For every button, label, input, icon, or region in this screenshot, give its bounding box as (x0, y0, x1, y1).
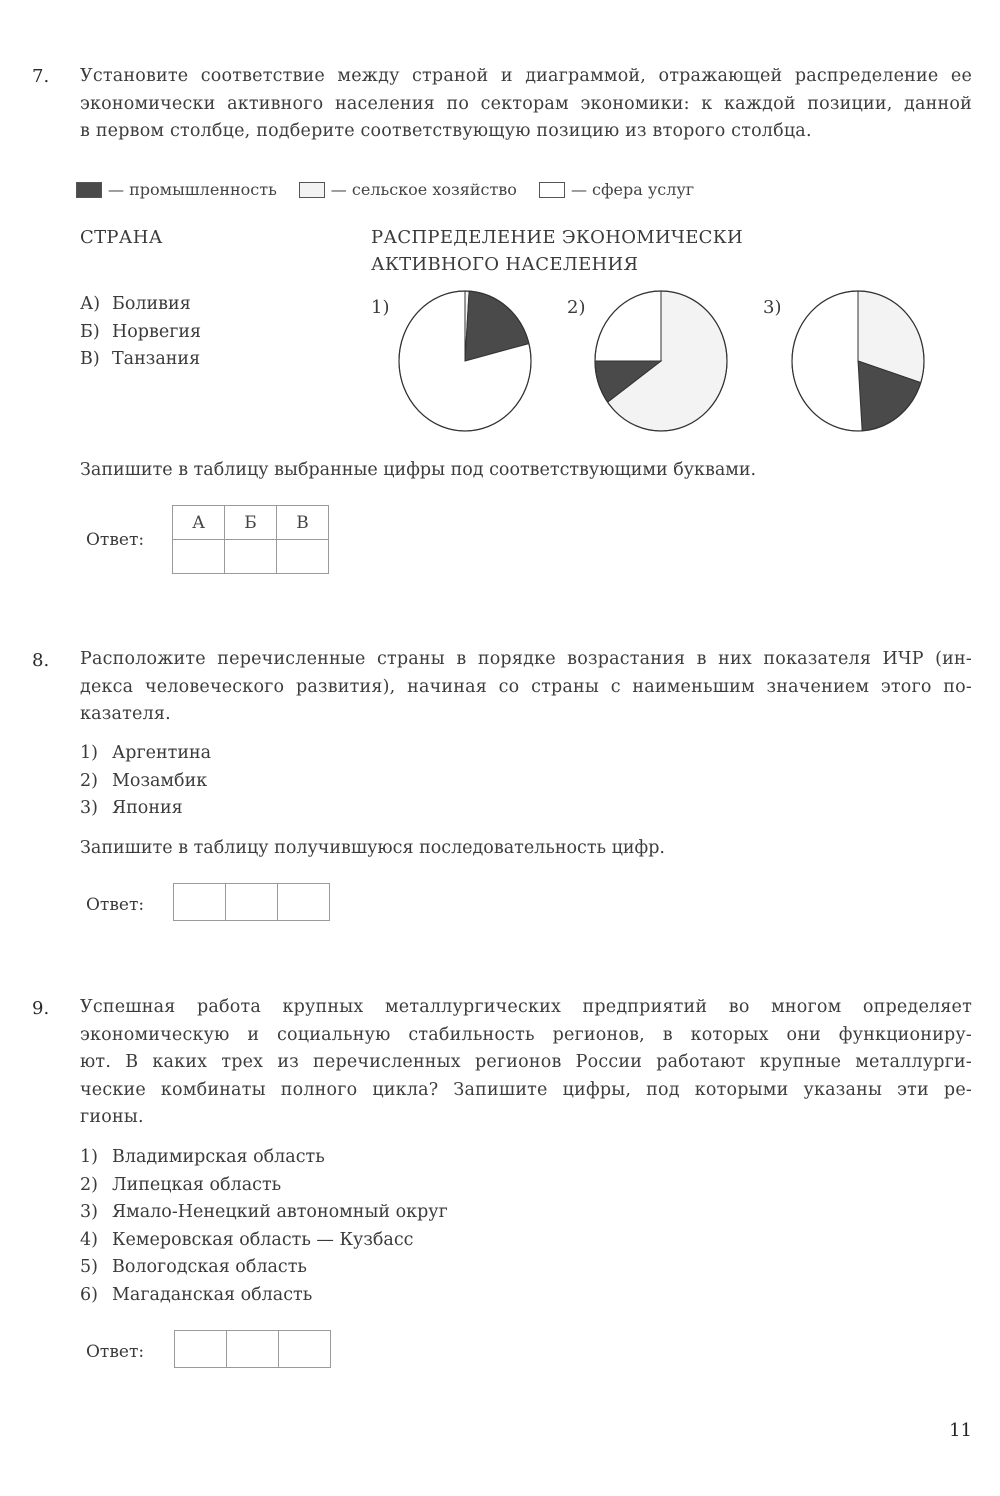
country-item: В) Танзания (80, 349, 201, 369)
country-item: А) Боливия (80, 294, 191, 314)
option-item: 2) Липецкая область (80, 1174, 282, 1195)
question-7-text (80, 63, 972, 146)
agriculture-swatch-icon (299, 182, 325, 198)
question-7-instruction: Запишите в таблицу выбранные цифры под соответствующими буквами. (80, 460, 757, 480)
option-item: 1) Владимирская область (80, 1147, 325, 1167)
text-line: экономическую и социальную стабильность регионов, в которых они функциониру- (80, 1024, 972, 1045)
answer-cell[interactable] (226, 884, 278, 921)
option-item: 5) Вологодская область (80, 1257, 307, 1277)
option-item: 6) Магаданская область (80, 1284, 313, 1305)
legend-label-services: — сфера услуг (570, 180, 695, 199)
answer-header-b: Б (225, 506, 277, 540)
text-line: Расположите перечисленные страны в порядке возрастания в них показателя ИЧР (ин- (80, 649, 972, 669)
pie-label-2: 2) (567, 297, 586, 318)
answer-cell[interactable] (174, 884, 226, 921)
pie-slice-3-3 (792, 291, 862, 431)
answer-header-a: А (173, 506, 225, 540)
answer-label-9: Ответ: (86, 1342, 145, 1362)
column-heading-distribution-2: АКТИВНОГО НАСЕЛЕНИЯ (371, 254, 639, 275)
chart-legend (76, 180, 716, 199)
column-heading-country: СТРАНА (80, 227, 163, 248)
text-line: декса человеческого развития), начиная со страны с наименьшим значением этого по- (80, 676, 972, 697)
text-line: ют. В каких трех из перечисленных регионов России работают крупные металлурги- (80, 1052, 972, 1072)
legend-label-agriculture: — сельское хозяйство (330, 180, 517, 199)
question-7-number: 7. (32, 66, 50, 87)
option-item: 2) Мозамбик (80, 770, 208, 791)
country-list (80, 291, 201, 374)
text-line: Успешная работа крупных металлургических предприятий во многом определяет (80, 997, 972, 1017)
answer-cell[interactable] (227, 1331, 279, 1368)
answer-cell[interactable] (175, 1331, 227, 1368)
services-swatch-icon (539, 182, 565, 198)
answer-header-v: В (277, 506, 329, 540)
pie-chart-2 (593, 289, 729, 433)
answer-cell-b[interactable] (225, 540, 277, 574)
option-item: 3) Япония (80, 798, 183, 818)
question-8-number: 8. (32, 650, 50, 671)
text-line: экономически активного населения по секторам экономики: к каждой позиции, данной (80, 93, 972, 114)
answer-cell-v[interactable] (277, 540, 329, 574)
country-item: Б) Норвегия (80, 321, 202, 342)
answer-label-7: Ответ: (86, 530, 145, 550)
column-heading-distribution-1: РАСПРЕДЕЛЕНИЕ ЭКОНОМИЧЕСКИ (371, 227, 743, 248)
industry-swatch-icon (76, 182, 102, 198)
pie-chart-1 (397, 289, 533, 433)
pie-label-3: 3) (763, 297, 782, 318)
question-8-instruction: Запишите в таблицу получившуюся последовательность цифр. (80, 838, 665, 858)
option-item: 3) Ямало-Ненецкий автономный округ (80, 1202, 448, 1222)
question-9-number: 9. (32, 998, 50, 1019)
pie-chart-3 (790, 289, 926, 433)
pie-label-1: 1) (371, 297, 390, 318)
text-line: казателя. (80, 704, 171, 724)
option-item: 4) Кемеровская область — Кузбасс (80, 1229, 414, 1250)
answer-cell-a[interactable] (173, 540, 225, 574)
answer-table-8 (173, 883, 330, 921)
answer-table-9 (174, 1330, 331, 1368)
text-line: Установите соответствие между страной и диаграммой, отражающей распределение ее (80, 66, 972, 86)
question-9-options (80, 1144, 448, 1309)
answer-table-7 (172, 505, 329, 574)
legend-label-industry: — промышленность (108, 180, 277, 199)
text-line: гионы. (80, 1107, 144, 1127)
question-8-text (80, 646, 972, 729)
text-line: ческие комбинаты полного цикла? Запишите цифры, под которыми указаны эти ре- (80, 1079, 972, 1100)
page-number: 11 (949, 1420, 972, 1441)
answer-cell[interactable] (278, 884, 330, 921)
question-9-text (80, 994, 972, 1132)
question-8-options (80, 740, 211, 823)
option-item: 1) Аргентина (80, 743, 212, 763)
text-line: в первом столбце, подберите соответствующую позицию из второго столбца. (80, 121, 812, 141)
answer-cell[interactable] (279, 1331, 331, 1368)
answer-label-8: Ответ: (86, 895, 145, 915)
pie-slice-2-3 (595, 291, 661, 361)
